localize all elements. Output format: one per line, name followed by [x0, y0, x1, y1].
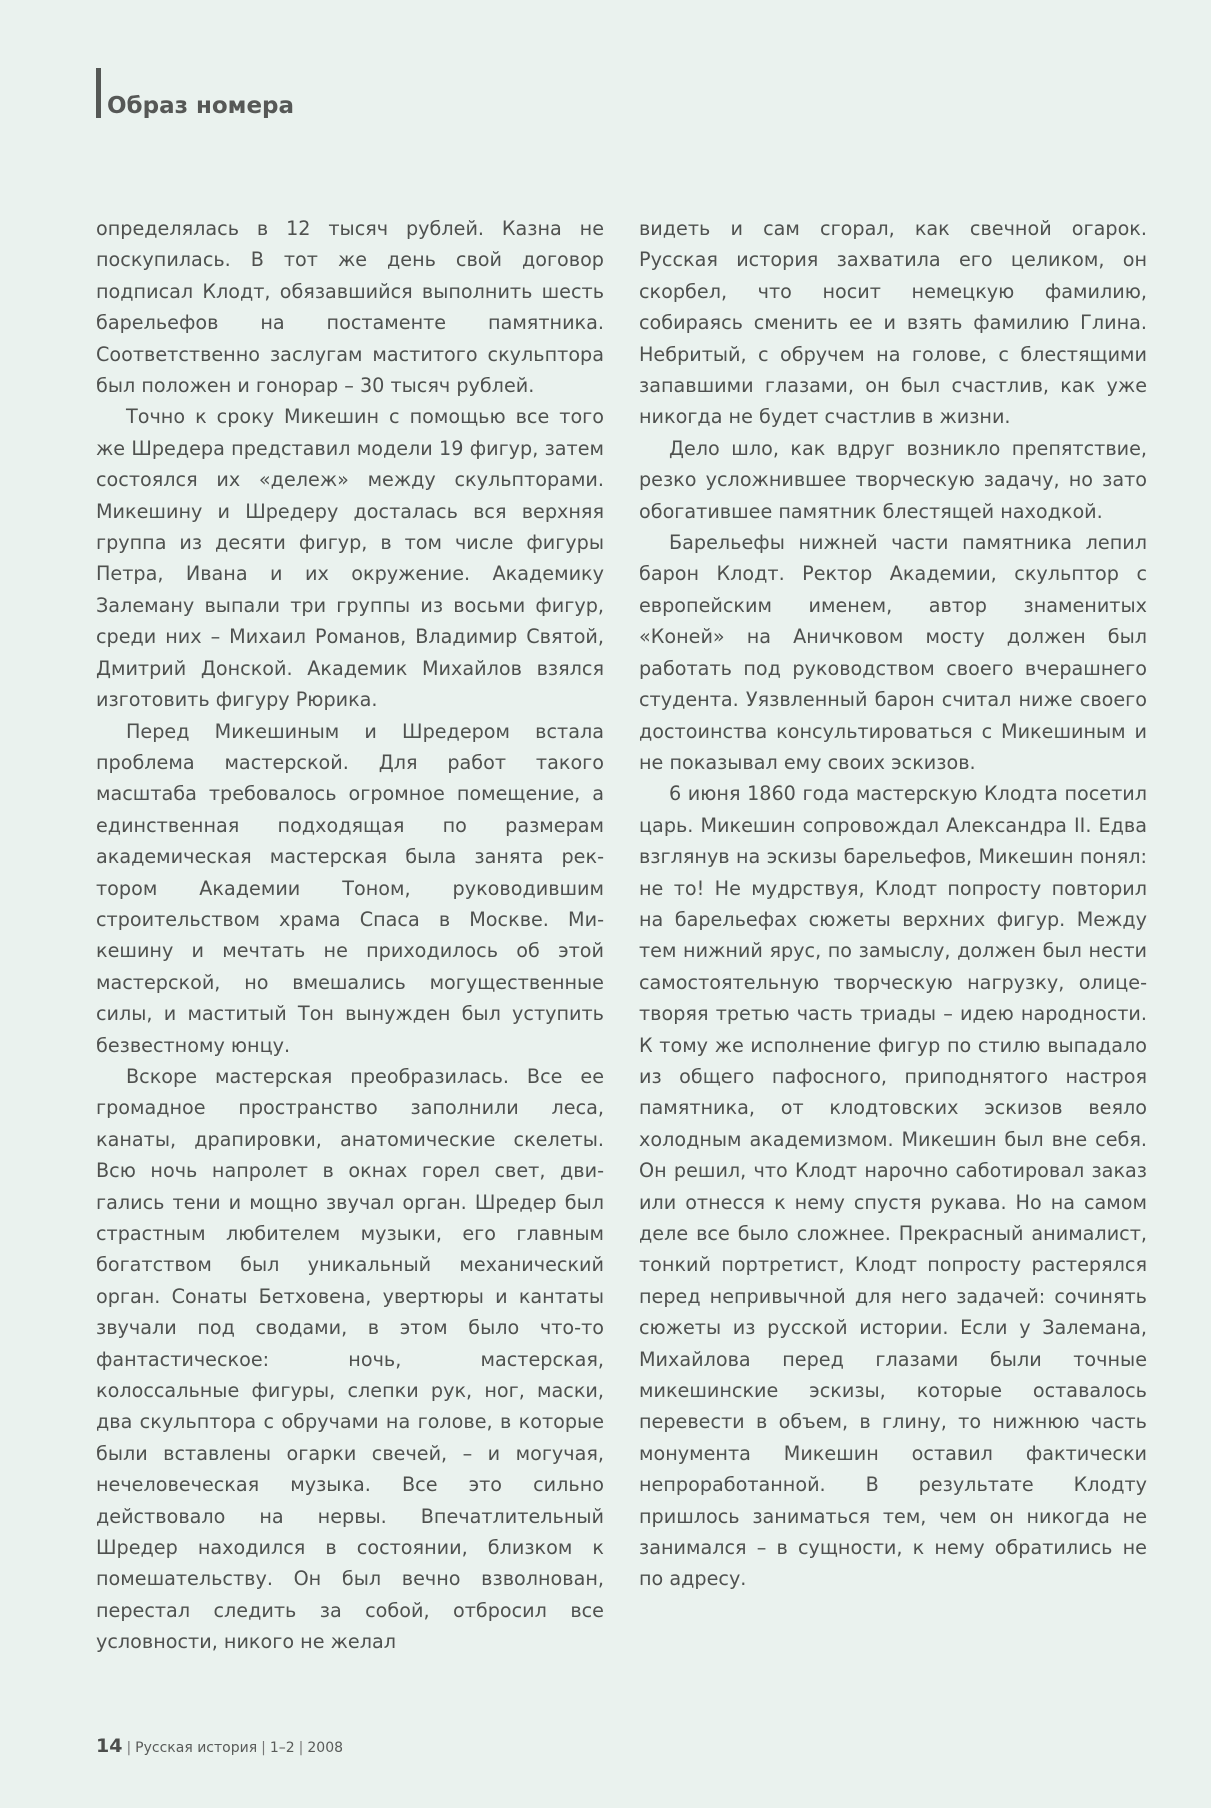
header-accent-bar: [96, 68, 101, 118]
issue-number: 1–2: [269, 1740, 295, 1756]
footer-separator: |: [261, 1740, 266, 1756]
paragraph: Перед Микешиным и Шредером встала проблема мастерской. Для работ такого масштаба требовалось огромное помещение, а единственная подходящая по размерам академическая мастерская была занята ректором Академии Тоном, руководившим строительством храма Спаса в Москве. Микешину и мечтать не приходилось об этой мастерской, но вмешались могущественные силы, и маститый Тон вынужден был уступить безвестному юнцу.: [96, 719, 604, 1057]
paragraph: Дело шло, как вдруг возникло препятствие, резко усложнившее творческую задачу, но зато обогатившее памятник блестящей находкой.: [639, 436, 1147, 523]
paragraph: Точно к сроку Микешин с помощью все того же Шредера представил модели 19 фигур, затем состоялся их «дележ» между скульпторами. Микешину и Шредеру досталась вся верхняя группа из десяти фигур, в том числе фигуры Петра, Ивана и их окружение. Академику Залеману выпали три группы из восьми фигур, среди них – Михаил Романов, Владимир Святой, Дмитрий Донской. Академик Михайлов взялся изготовить фигуру Рюрика.: [96, 405, 604, 712]
article-column-right: [639, 213, 1147, 1595]
section-title: Образ номера: [107, 93, 295, 119]
issue-year: 2008: [307, 1740, 344, 1756]
footer-separator: |: [126, 1740, 132, 1756]
paragraph: Барельефы нижней части памятника лепил барон Клодт. Ректор Академии, скульптор с европейским именем, автор знаменитых «Коней» на Аничковом мосту должен был работать под руководством своего вчерашнего студента. Уязвленный барон считал ниже своего достоинства консультироваться с Микешиным и не показывал ему своих эскизов.: [639, 531, 1147, 774]
paragraph: 6 июня 1860 года мастерскую Клодта посетил царь. Микешин сопровождал Александра II. Едва взглянув на эскизы барельефов, Микешин понял: не то! Не мудрствуя, Клодт попросту повторил на барельефах сюжеты верхних фигур. Между тем нижний ярус, по замыслу, должен был нести самостоятельную творческую нагрузку, олицетворяя третью часть триады – идею народности. К тому же исполнение фигур по стилю выпадало из общего пафосного, приподнятого настроя памятника, от клодтовских эскизов веяло холодным академизмом. Микешин был вне себя. Он решил, что Клодт нарочно саботировал заказ или отнесся к нему спустя рукава. Но на самом деле все было сложнее. Прекрасный анималист, тонкий портретист, Клодт попросту растерялся перед непривычной для него задачей: сочинять сюжеты из русской истории. Если у Залемана, Михайлова перед глазами были точные микешинские эскизы, которые оставалось перевести в объем, в глину, то нижнюю часть монумента Микешин оставил фактически непроработанной. В результате Клодту пришлось заниматься тем, чем он никогда не занимался – в сущности, к нему обратились не по адресу.: [639, 782, 1147, 1591]
section-header: [96, 66, 294, 118]
page-footer: [96, 1735, 343, 1757]
paragraph: Вскоре мастерская преобразилась. Все ее громадное пространство заполнили леса, канаты, драпировки, анатомические скелеты. Всю ночь напролет в окнах горел свет, двигались тени и мощно звучал орган. Шредер был страстным любителем музыки, его главным богатством был уникальный механический орган. Сонаты Бетховена, увертюры и кантаты звучали под сводами, в этом было что-то фантастическое: ночь, мастерская, колоссальные фигуры, слепки рук, ног, маски, два скульптора с обручами на голове, в которые были вставлены огарки свечей, – и могучая, нечеловеческая музыка. Все это сильно действовало на нервы. Впечатлительный Шредер находился в состоянии, близком к помешательству. Он был вечно взволнован, перестал следить за собой, отбросил все условности, никого не желал: [96, 1064, 604, 1654]
footer-separator: |: [298, 1740, 304, 1756]
page-number: 14: [96, 1735, 123, 1757]
article-column-left: [96, 213, 604, 1658]
magazine-name: Русская история: [135, 1740, 258, 1756]
paragraph: видеть и сам сгорал, как свечной огарок. Русская история захватила его целиком, он скорбел, что носит немецкую фамилию, собираясь сменить ее и взять фамилию Глина. Небритый, с обручем на голове, с блестящими запавшими глазами, он был счастлив, как уже никогда не будет счастлив в жизни.: [639, 217, 1147, 429]
paragraph: определялась в 12 тысяч рублей. Казна не поскупилась. В тот же день свой договор подписал Клодт, обязавшийся выполнить шесть барельефов на постаменте памятника. Соответственно заслугам маститого скульптора был положен и гонорар – 30 тысяч рублей.: [96, 217, 604, 398]
